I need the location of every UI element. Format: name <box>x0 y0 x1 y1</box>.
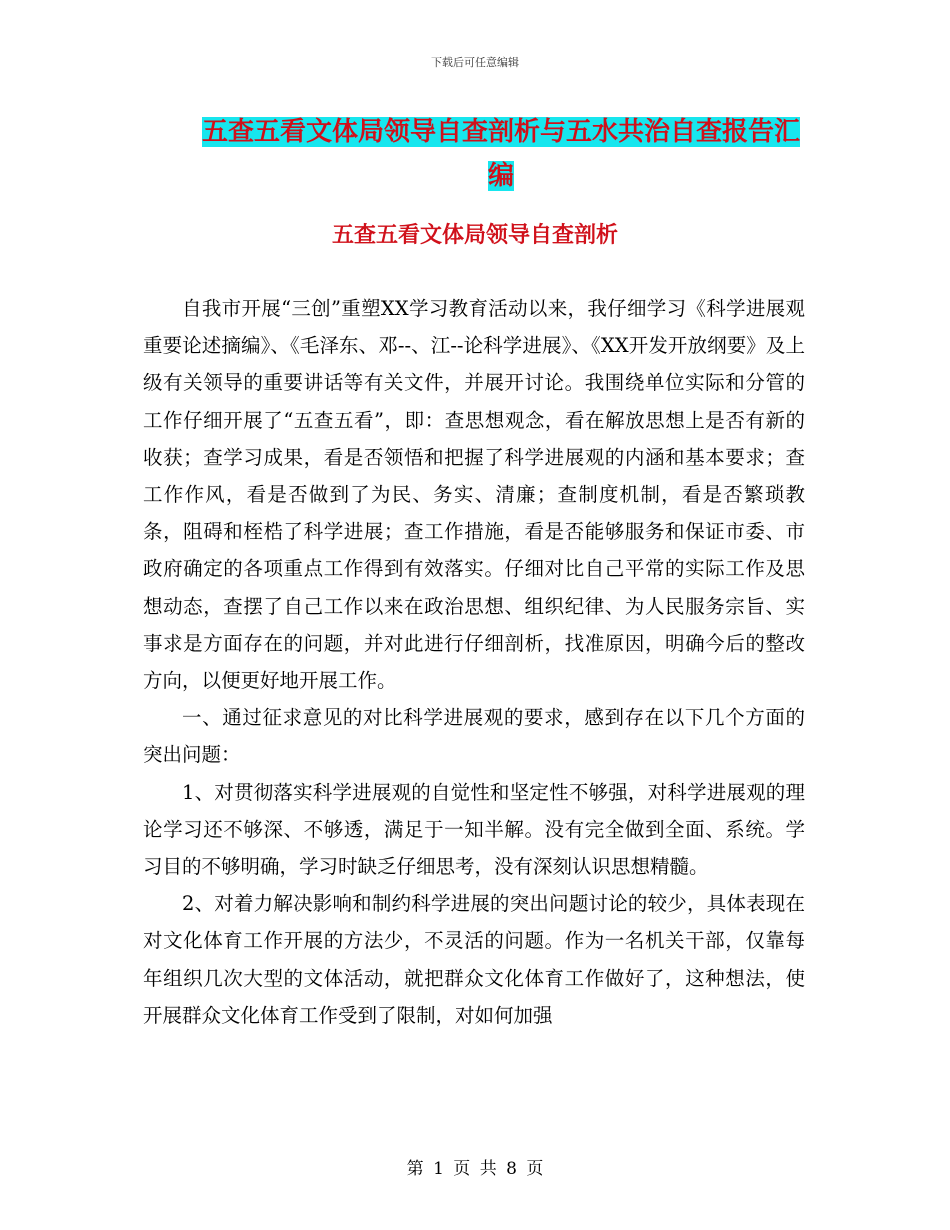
page-number-footer: 第 1 页 共 8 页 <box>406 1159 544 1179</box>
body-paragraph: 2、对着力解决影响和制约科学进展的突出问题讨论的较少，具体表现在对文化体育工作开展的方法少，不灵活的问题。作为一名机关干部，仅靠每年组织几次大型的文体活动，就把群众文化体育工作做好了，这种想法，使开展群众文化体育工作受到了限制，对如何加强 <box>143 892 805 1027</box>
page-header-note: 下载后可任意编辑 <box>431 56 519 69</box>
document-title-line-2: 编 <box>487 161 514 191</box>
body-paragraph: 1、对贯彻落实科学进展观的自觉性和坚定性不够强，对科学进展观的理论学习还不够深、不够透，满足于一知半解。没有完全做到全面、系统。学习目的不够明确，学习时缺乏仔细思考，没有深刻认识思想精髓。 <box>143 780 805 879</box>
body-paragraph: 一、通过征求意见的对比科学进展观的要求，感到存在以下几个方面的突出问题： <box>143 706 805 767</box>
document-body <box>143 290 805 1034</box>
document-title <box>195 110 807 198</box>
section-title: 五查五看文体局领导自查剖析 <box>331 223 618 248</box>
document-title-line-1: 五查五看文体局领导自查剖析与五水共治自查报告汇 <box>201 117 800 147</box>
body-paragraph: 自我市开展“三创”重塑XX学习教育活动以来，我仔细学习《科学进展观重要论述摘编》、《毛泽东、邓--、江--论科学进展》、《XX开发开放纲要》及上级有关领导的重要讲话等有关文件，并展开讨论。我围绕单位实际和分管的工作仔细开展了“五查五看”，即：查思想观念，看在解放思想上是否有新的收获；查学习成果，看是否领悟和把握了科学进展观的内涵和基本要求；查工作作风，看是否做到了为民、务实、清廉；查制度机制，看是否繁琐教条，阻碍和桎梏了科学进展；查工作措施，看是否能够服务和保证市委、市政府确定的各项重点工作得到有效落实。仔细对比自己平常的实际工作及思想动态，查摆了自己工作以来在政治思想、组织纪律、为人民服务宗旨、实事求是方面存在的问题，并对此进行仔细剖析，找准原因，明确今后的整改方向，以便更好地开展工作。 <box>143 297 805 693</box>
